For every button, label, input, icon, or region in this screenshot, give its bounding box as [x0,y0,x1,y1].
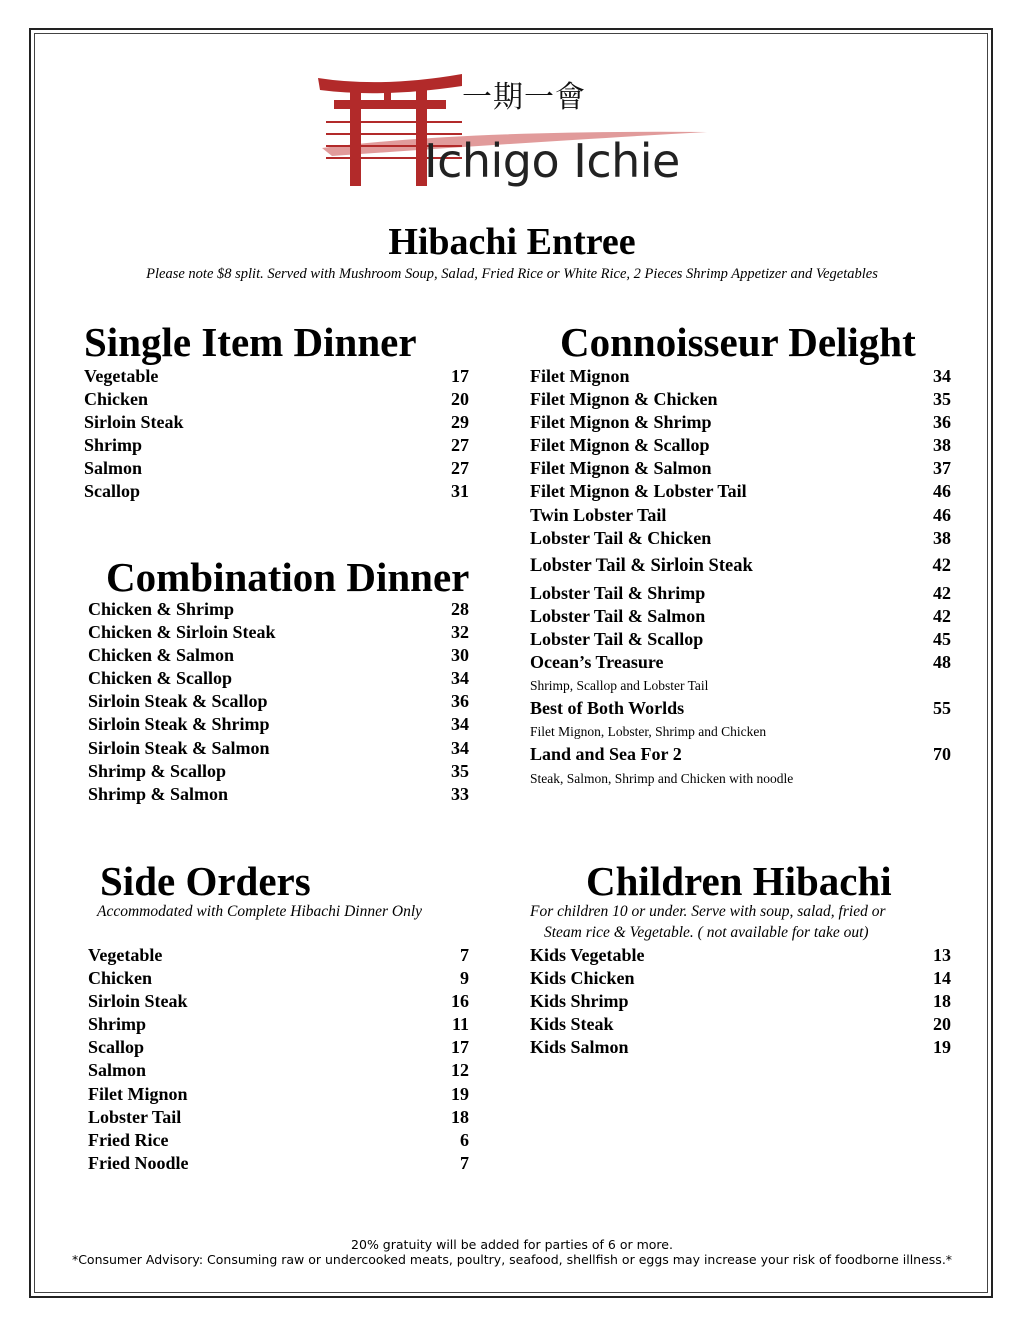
menu-item [530,743,951,766]
menu-item-name: Land and Sea For 2 [530,744,682,765]
menu-item-name: Sirloin Steak & Salmon [88,737,270,758]
menu-item-price: 27 [451,435,469,456]
menu-item-price: 37 [933,458,951,479]
menu-item-price: 38 [933,435,951,456]
menu-item [84,388,469,411]
menu-item [84,411,469,434]
menu-item [530,990,951,1013]
section-title-connoisseur-delight: Connoisseur Delight [560,319,916,365]
menu-item-name: Filet Mignon [88,1083,188,1104]
menu-item-price: 38 [933,527,951,548]
menu-item-name: Filet Mignon & Scallop [530,435,710,456]
menu-item-price: 35 [933,389,951,410]
menu-item [88,713,469,736]
menu-item-price: 48 [933,652,951,673]
menu-item [84,457,469,480]
menu-item-price: 14 [933,968,951,989]
menu-item-price: 17 [451,1037,469,1058]
menu-item-name: Lobster Tail & Scallop [530,628,704,649]
menu-item [530,504,951,527]
children-note-line1: For children 10 or under. Serve with soup, salad, fried or [530,903,886,920]
menu-item-description-text: Steak, Salmon, Shrimp and Chicken with noodle [530,770,794,786]
menu-item-name: Kids Shrimp [530,991,629,1012]
menu-item-name: Shrimp & Scallop [88,760,227,781]
menu-item-price: 18 [451,1106,469,1127]
page-title: Hibachi Entree [388,221,636,263]
menu-item-name: Lobster Tail & Sirloin Steak [530,555,753,576]
menu-item-name: Ocean’s Treasure [530,652,664,673]
menu-item-name: Kids Steak [530,1014,614,1035]
menu-item [530,388,951,411]
menu-item-price: 42 [933,582,951,603]
menu-item-name: Chicken [88,968,153,989]
menu-item [530,651,951,674]
menu-item-price: 45 [933,628,951,649]
menu-item-name: Sirloin Steak & Shrimp [88,714,270,735]
combination-dinner-list [88,598,469,806]
menu-item-name: Chicken & Scallop [88,668,233,689]
menu-item [88,760,469,783]
menu-item [84,434,469,457]
menu-item-price: 55 [933,698,951,719]
menu-item [88,1083,469,1106]
connoisseur-delight-list [530,365,951,790]
menu-item-price: 30 [451,645,469,666]
menu-item-price: 17 [451,366,469,386]
menu-item [88,1059,469,1082]
menu-item-name: Kids Salmon [530,1037,629,1058]
menu-item-price: 36 [451,691,469,712]
side-orders-note: Accommodated with Complete Hibachi Dinner Only [97,903,423,920]
menu-item-name: Sirloin Steak & Scallop [88,691,268,712]
section-title-side-orders: Side Orders [100,858,311,904]
menu-item [88,944,469,967]
menu-item-price: 12 [451,1060,469,1081]
menu-item [530,1013,951,1036]
menu-item-name: Lobster Tail & Salmon [530,605,706,626]
consumer-advisory: *Consumer Advisory: Consuming raw or undercooked meats, poultry, seafood, shellfish or eggs may increase your risk of foodborne illness.* [71,1252,953,1267]
menu-item-name: Fried Noodle [88,1152,189,1173]
menu-item [88,690,469,713]
menu-item-price: 35 [451,760,469,781]
menu-item-name: Filet Mignon [530,366,630,386]
menu-item [530,365,951,388]
menu-item-name: Chicken [84,389,149,410]
gratuity-notice: 20% gratuity will be added for parties of 6 or more. [351,1237,673,1252]
menu-item-price: 46 [933,481,951,502]
menu-item-name: Sirloin Steak [88,991,188,1012]
menu-item-name: Lobster Tail & Shrimp [530,582,706,603]
menu-item-name: Lobster Tail [88,1106,182,1127]
menu-item-price: 6 [460,1129,469,1150]
menu-item [530,697,951,720]
menu-item-price: 33 [451,783,469,804]
children-hibachi-list [530,944,951,1059]
menu-item-name: Fried Rice [88,1129,169,1150]
menu-item [88,783,469,806]
menu-item [88,598,469,621]
menu-item [84,480,469,503]
menu-item-price: 42 [932,555,951,576]
menu-item-name: Shrimp & Salmon [88,783,229,804]
section-title-children-hibachi: Children Hibachi [586,858,892,904]
menu-item [88,990,469,1013]
menu-item-description [530,767,951,790]
menu-item-price: 7 [460,945,469,965]
menu-item-price: 34 [451,668,469,689]
menu-item-description-text: Filet Mignon, Lobster, Shrimp and Chicken [530,724,767,740]
menu-item-name: Vegetable [84,366,159,386]
menu-item [530,434,951,457]
menu-item [530,411,951,434]
menu-item-name: Filet Mignon & Salmon [530,458,712,479]
menu-item-price: 20 [451,389,469,410]
menu-item [530,480,951,503]
menu-item-price: 70 [933,744,951,765]
menu-item-name: Chicken & Shrimp [88,599,235,619]
logo-wordmark: Ichigo Ichie [424,134,680,188]
menu-item-price: 28 [451,599,469,619]
menu-item-price: 11 [451,1014,469,1035]
menu-item-price: 20 [933,1014,951,1035]
menu-item-price: 27 [451,458,469,479]
menu-item-name: Shrimp [88,1014,147,1035]
menu-item-price: 31 [451,481,469,502]
menu-item [88,1129,469,1152]
menu-item-description-text: Shrimp, Scallop and Lobster Tail [530,678,709,694]
menu-item-name: Best of Both Worlds [530,698,685,719]
menu-item [88,1152,469,1175]
section-title-combination-dinner: Combination Dinner [106,554,470,600]
menu-item [88,667,469,690]
menu-item-price: 9 [460,968,469,989]
menu-item [530,582,951,605]
menu-item-name: Kids Chicken [530,968,635,989]
menu-item-name: Kids Vegetable [530,945,645,965]
menu-item [530,628,951,651]
children-note-line2: Steam rice & Vegetable. ( not available for take out) [544,924,869,941]
menu-item-name: Filet Mignon & Lobster Tail [530,481,747,502]
menu-item-price: 36 [933,412,951,433]
menu-item [530,550,951,582]
menu-item-name: Twin Lobster Tail [530,504,667,525]
menu-item-name: Shrimp [84,435,143,456]
menu-item [530,605,951,628]
menu-item [530,944,951,967]
menu-item-price: 46 [933,504,951,525]
menu-item-name: Chicken & Sirloin Steak [88,622,276,643]
menu-item-name: Vegetable [88,945,163,965]
side-orders-list [88,944,469,1175]
menu-item-price: 18 [933,991,951,1012]
menu-item [88,1013,469,1036]
menu-item-price: 34 [451,737,469,758]
menu-item [88,644,469,667]
menu-item-name: Sirloin Steak [84,412,184,433]
single-item-dinner-list [84,365,469,504]
menu-item [530,527,951,550]
menu-item-name: Salmon [88,1060,147,1081]
page-subtitle-note: Please note $8 split. Served with Mushroom Soup, Salad, Fried Rice or White Rice, 2 Pieces Shrimp Appetizer and Vegetables [146,266,878,282]
menu-item-price: 34 [451,714,469,735]
menu-item-price: 42 [933,605,951,626]
menu-item-description [530,674,951,697]
menu-item [530,1036,951,1059]
menu-item-name: Filet Mignon & Chicken [530,389,718,410]
menu-item-price: 32 [451,622,469,643]
menu-item-price: 7 [460,1152,469,1173]
menu-item-price: 16 [451,991,469,1012]
menu-item [530,967,951,990]
menu-item-description [530,720,951,743]
menu-item [88,737,469,760]
menu-item-price: 19 [451,1083,469,1104]
menu-item-name: Scallop [84,481,141,502]
menu-item [88,1106,469,1129]
menu-item-name: Scallop [88,1037,145,1058]
menu-item [88,967,469,990]
menu-item-name: Salmon [84,458,143,479]
logo-kanji: 一期一會 [462,80,586,115]
menu-item [88,621,469,644]
menu-item-name: Lobster Tail & Chicken [530,527,712,548]
menu-item-price: 34 [933,366,951,386]
menu-item [88,1036,469,1059]
menu-item-name: Chicken & Salmon [88,645,235,666]
menu-item-name: Filet Mignon & Shrimp [530,412,712,433]
menu-item [530,457,951,480]
restaurant-logo [312,60,712,190]
menu-item-price: 13 [933,945,951,965]
menu-item-price: 19 [933,1037,951,1058]
menu-item-price: 29 [451,412,469,433]
menu-item [84,365,469,388]
section-title-single-item-dinner: Single Item Dinner [84,319,417,365]
